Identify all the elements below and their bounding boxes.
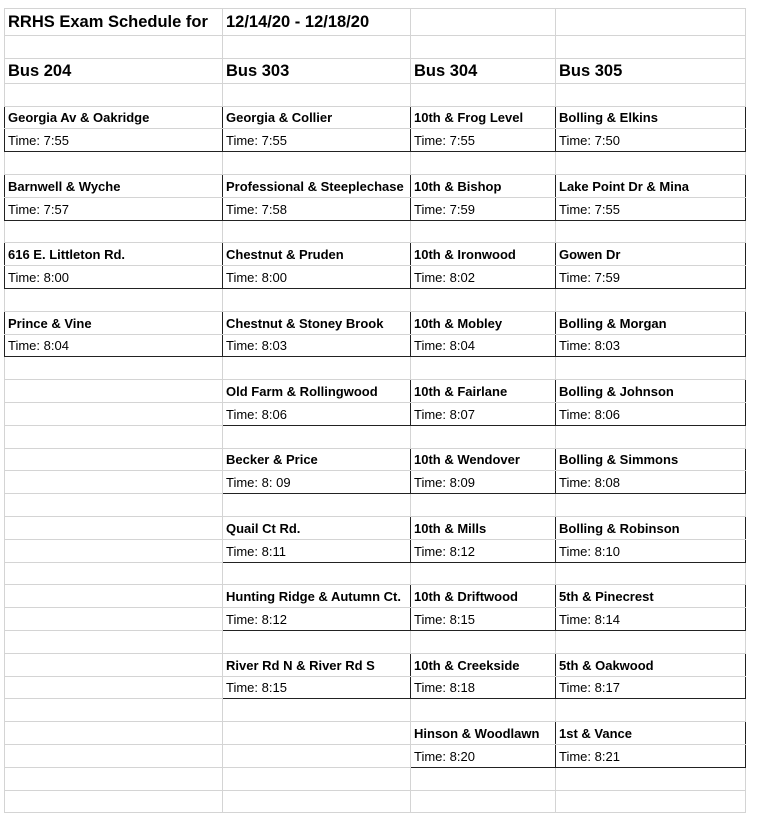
spacer-row — [5, 425, 746, 448]
empty-cell[interactable] — [556, 562, 746, 585]
empty-cell[interactable] — [5, 516, 223, 539]
stop-name[interactable]: Prince & Vine — [5, 311, 223, 334]
empty-cell[interactable] — [411, 425, 556, 448]
stop-name[interactable]: Lake Point Dr & Mina — [556, 174, 746, 197]
empty-cell[interactable] — [5, 562, 223, 585]
empty-cell[interactable] — [556, 630, 746, 653]
empty-cell[interactable] — [411, 9, 556, 36]
empty-cell[interactable] — [5, 676, 223, 699]
stop-time[interactable]: Time: 7:57 — [5, 197, 223, 220]
empty-cell[interactable] — [411, 152, 556, 175]
stop-name[interactable]: Old Farm & Rollingwood — [223, 380, 411, 403]
stop-name[interactable]: Georgia & Collier — [223, 106, 411, 129]
empty-cell[interactable] — [411, 630, 556, 653]
stop-name[interactable]: 10th & Mobley — [411, 311, 556, 334]
empty-cell[interactable] — [223, 425, 411, 448]
empty-cell[interactable] — [223, 790, 411, 813]
stop-name[interactable]: 10th & Mills — [411, 516, 556, 539]
empty-cell[interactable] — [5, 494, 223, 517]
empty-cell[interactable] — [556, 767, 746, 790]
stop-time[interactable]: Time: 8:15 — [223, 676, 411, 699]
bus-header[interactable]: Bus 304 — [411, 58, 556, 83]
empty-cell[interactable] — [223, 494, 411, 517]
stop-time[interactable]: Time: 8:04 — [411, 334, 556, 357]
empty-cell[interactable] — [556, 494, 746, 517]
stop-name[interactable]: 10th & Driftwood — [411, 585, 556, 608]
stop-row — [5, 380, 746, 403]
spacer-row — [5, 36, 746, 59]
spacer-row — [5, 630, 746, 653]
bus-header[interactable]: Bus 204 — [5, 58, 223, 83]
stop-name[interactable]: Georgia Av & Oakridge — [5, 106, 223, 129]
stop-name[interactable]: Gowen Dr — [556, 243, 746, 266]
spacer-row — [5, 790, 746, 813]
empty-cell[interactable] — [5, 744, 223, 767]
spacer-row — [5, 562, 746, 585]
empty-cell[interactable] — [5, 653, 223, 676]
stop-time[interactable]: Time: 7:55 — [5, 129, 223, 152]
stop-name[interactable]: Professional & Steeplechase — [223, 174, 411, 197]
empty-cell[interactable] — [556, 288, 746, 311]
stop-name[interactable]: Hinson & Woodlawn — [411, 722, 556, 745]
empty-cell[interactable] — [223, 562, 411, 585]
stop-name[interactable]: 10th & Creekside — [411, 653, 556, 676]
stop-time[interactable]: Time: 8:03 — [223, 334, 411, 357]
schedule-title[interactable]: RRHS Exam Schedule for — [5, 9, 223, 36]
stop-time[interactable]: Time: 7:55 — [411, 129, 556, 152]
stop-time[interactable]: Time: 8:21 — [556, 744, 746, 767]
empty-cell[interactable] — [223, 357, 411, 380]
empty-cell[interactable] — [5, 402, 223, 425]
stop-row — [5, 722, 746, 745]
empty-cell[interactable] — [556, 357, 746, 380]
stop-time[interactable]: Time: 7:59 — [556, 266, 746, 289]
time-row — [5, 676, 746, 699]
empty-cell[interactable] — [5, 767, 223, 790]
stop-time[interactable]: Time: 8: 09 — [223, 471, 411, 494]
stop-name[interactable]: Barnwell & Wyche — [5, 174, 223, 197]
stop-time[interactable]: Time: 8:02 — [411, 266, 556, 289]
stop-time[interactable]: Time: 8:00 — [5, 266, 223, 289]
stop-name[interactable]: 10th & Frog Level — [411, 106, 556, 129]
stop-time[interactable]: Time: 8:12 — [223, 608, 411, 631]
stop-name[interactable]: Bolling & Johnson — [556, 380, 746, 403]
stop-name[interactable]: 10th & Fairlane — [411, 380, 556, 403]
stop-time[interactable]: Time: 7:55 — [223, 129, 411, 152]
empty-cell[interactable] — [5, 288, 223, 311]
spacer-row — [5, 699, 746, 722]
spacer-row — [5, 83, 746, 106]
stop-row — [5, 243, 746, 266]
empty-cell[interactable] — [223, 699, 411, 722]
stop-row — [5, 448, 746, 471]
stop-time[interactable]: Time: 8:17 — [556, 676, 746, 699]
spacer-row — [5, 288, 746, 311]
stop-time[interactable]: Time: 8:15 — [411, 608, 556, 631]
stop-row — [5, 174, 746, 197]
empty-cell[interactable] — [5, 608, 223, 631]
spacer-row — [5, 767, 746, 790]
stop-time[interactable]: Time: 8:09 — [411, 471, 556, 494]
spacer-row — [5, 357, 746, 380]
empty-cell[interactable] — [223, 152, 411, 175]
empty-cell[interactable] — [223, 767, 411, 790]
empty-cell[interactable] — [556, 9, 746, 36]
stop-name[interactable]: Chestnut & Stoney Brook — [223, 311, 411, 334]
stop-name[interactable]: Hunting Ridge & Autumn Ct. — [223, 585, 411, 608]
stop-time[interactable]: Time: 8:12 — [411, 539, 556, 562]
stop-row — [5, 106, 746, 129]
stop-time[interactable]: Time: 8:06 — [556, 402, 746, 425]
stop-time[interactable]: Time: 7:58 — [223, 197, 411, 220]
time-row — [5, 744, 746, 767]
time-row — [5, 197, 746, 220]
empty-cell[interactable] — [556, 425, 746, 448]
bus-header[interactable]: Bus 303 — [223, 58, 411, 83]
empty-cell[interactable] — [411, 767, 556, 790]
stop-time[interactable]: Time: 7:59 — [411, 197, 556, 220]
empty-cell[interactable] — [223, 220, 411, 243]
stop-name[interactable]: 1st & Vance — [556, 722, 746, 745]
stop-time[interactable]: Time: 8:04 — [5, 334, 223, 357]
empty-cell[interactable] — [5, 790, 223, 813]
empty-cell[interactable] — [223, 630, 411, 653]
empty-cell[interactable] — [5, 380, 223, 403]
empty-cell[interactable] — [556, 83, 746, 106]
empty-cell[interactable] — [556, 220, 746, 243]
stop-time[interactable]: Time: 8:20 — [411, 744, 556, 767]
empty-cell[interactable] — [5, 699, 223, 722]
empty-cell[interactable] — [5, 539, 223, 562]
empty-cell[interactable] — [5, 585, 223, 608]
empty-cell[interactable] — [411, 699, 556, 722]
stop-time[interactable]: Time: 7:55 — [556, 197, 746, 220]
stop-time[interactable]: Time: 8:10 — [556, 539, 746, 562]
bus-header[interactable]: Bus 305 — [556, 58, 746, 83]
time-row — [5, 608, 746, 631]
spacer-row — [5, 152, 746, 175]
empty-cell[interactable] — [556, 152, 746, 175]
stop-name[interactable]: 5th & Pinecrest — [556, 585, 746, 608]
stop-name[interactable]: 10th & Wendover — [411, 448, 556, 471]
empty-cell[interactable] — [411, 288, 556, 311]
stop-time[interactable]: Time: 8:14 — [556, 608, 746, 631]
empty-cell[interactable] — [556, 699, 746, 722]
stop-name[interactable]: 10th & Ironwood — [411, 243, 556, 266]
time-row — [5, 266, 746, 289]
spacer-row — [5, 220, 746, 243]
stop-row — [5, 585, 746, 608]
stop-time[interactable]: Time: 8:11 — [223, 539, 411, 562]
time-row — [5, 539, 746, 562]
stop-name[interactable]: Bolling & Simmons — [556, 448, 746, 471]
empty-cell[interactable] — [223, 744, 411, 767]
empty-cell[interactable] — [411, 83, 556, 106]
stop-row — [5, 311, 746, 334]
bus-header-row — [5, 58, 746, 83]
empty-cell[interactable] — [411, 790, 556, 813]
stop-name[interactable]: 10th & Bishop — [411, 174, 556, 197]
stop-name[interactable]: Quail Ct Rd. — [223, 516, 411, 539]
time-row — [5, 471, 746, 494]
empty-cell[interactable] — [556, 36, 746, 59]
stop-name[interactable]: Chestnut & Pruden — [223, 243, 411, 266]
stop-name[interactable]: River Rd N & River Rd S — [223, 653, 411, 676]
empty-cell[interactable] — [223, 36, 411, 59]
stop-time[interactable]: Time: 8:00 — [223, 266, 411, 289]
empty-cell[interactable] — [5, 83, 223, 106]
stop-time[interactable]: Time: 7:50 — [556, 129, 746, 152]
empty-cell[interactable] — [223, 83, 411, 106]
stop-name[interactable]: Bolling & Morgan — [556, 311, 746, 334]
stop-name[interactable]: Bolling & Elkins — [556, 106, 746, 129]
title-row — [5, 9, 746, 36]
time-row — [5, 402, 746, 425]
empty-cell[interactable] — [5, 152, 223, 175]
stop-time[interactable]: Time: 8:18 — [411, 676, 556, 699]
empty-cell[interactable] — [5, 220, 223, 243]
stop-time[interactable]: Time: 8:06 — [223, 402, 411, 425]
time-row — [5, 129, 746, 152]
empty-cell[interactable] — [223, 722, 411, 745]
empty-cell[interactable] — [5, 357, 223, 380]
empty-cell[interactable] — [411, 220, 556, 243]
stop-name[interactable]: Bolling & Robinson — [556, 516, 746, 539]
stop-name[interactable]: 5th & Oakwood — [556, 653, 746, 676]
empty-cell[interactable] — [5, 36, 223, 59]
empty-cell[interactable] — [556, 790, 746, 813]
empty-cell[interactable] — [411, 357, 556, 380]
time-row — [5, 334, 746, 357]
spacer-row — [5, 494, 746, 517]
stop-row — [5, 653, 746, 676]
empty-cell[interactable] — [5, 471, 223, 494]
empty-cell[interactable] — [5, 425, 223, 448]
exam-schedule-sheet — [4, 8, 746, 813]
stop-time[interactable]: Time: 8:03 — [556, 334, 746, 357]
empty-cell[interactable] — [5, 722, 223, 745]
empty-cell[interactable] — [5, 448, 223, 471]
empty-cell[interactable] — [5, 630, 223, 653]
stop-time[interactable]: Time: 8:07 — [411, 402, 556, 425]
stop-time[interactable]: Time: 8:08 — [556, 471, 746, 494]
date-range[interactable]: 12/14/20 - 12/18/20 — [223, 9, 411, 36]
empty-cell[interactable] — [411, 494, 556, 517]
empty-cell[interactable] — [411, 36, 556, 59]
stop-row — [5, 516, 746, 539]
stop-name[interactable]: 616 E. Littleton Rd. — [5, 243, 223, 266]
empty-cell[interactable] — [411, 562, 556, 585]
empty-cell[interactable] — [223, 288, 411, 311]
stop-name[interactable]: Becker & Price — [223, 448, 411, 471]
